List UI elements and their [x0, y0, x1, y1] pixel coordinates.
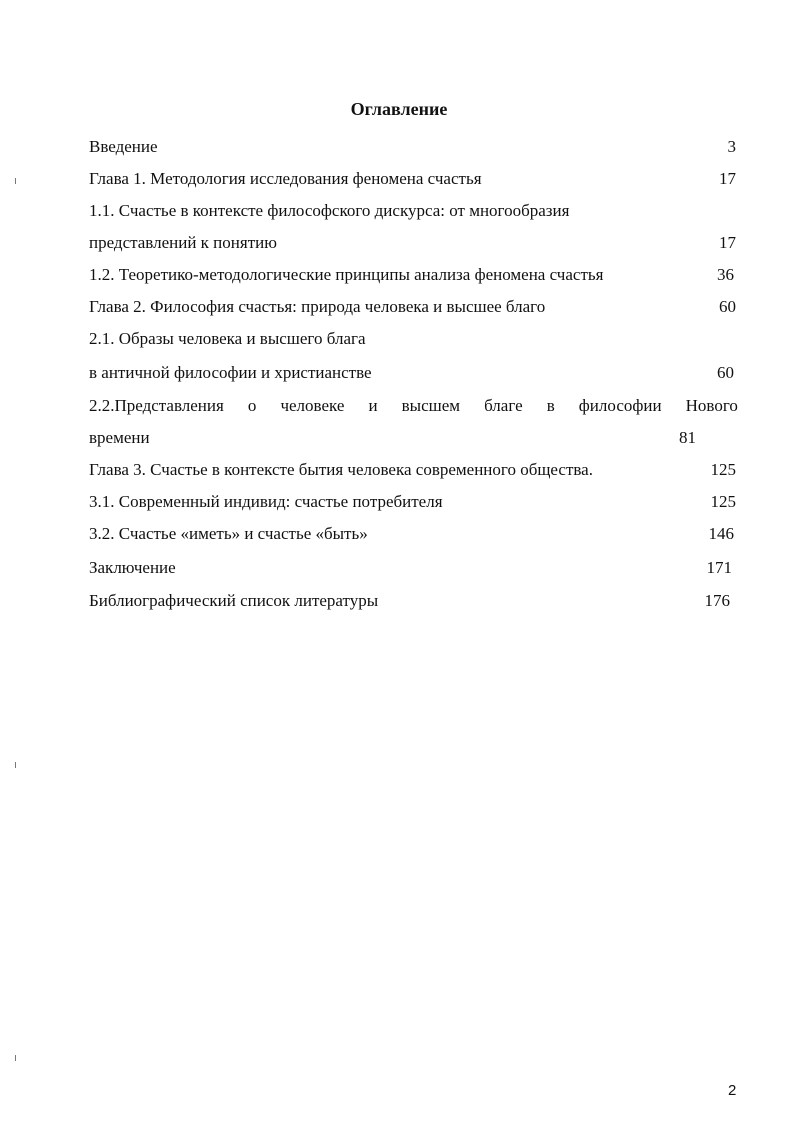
toc-entry-page: 146	[708, 524, 734, 543]
toc-word: человеке	[280, 396, 345, 415]
toc-entry-text: Глава 2. Философия счастья: природа человека и высшее благо	[89, 297, 546, 316]
toc-entry-page: 60	[717, 363, 734, 382]
scan-mark	[15, 178, 16, 184]
toc-entry-page: 125	[710, 460, 736, 479]
toc-entry-text: 3.1. Современный индивид: счастье потребителя	[89, 492, 443, 511]
toc-entry-text: Глава 3. Счастье в контексте бытия человека современного общества.	[89, 460, 593, 479]
toc-word: о	[247, 396, 257, 415]
toc-entry-page: 125	[710, 492, 736, 511]
scan-mark	[15, 1055, 16, 1061]
page-number: 2	[728, 1082, 737, 1099]
toc-entry-text: 3.2. Счастье «иметь» и счастье «быть»	[89, 524, 368, 543]
toc-entry-page: 60	[719, 297, 736, 316]
toc-word: философии	[578, 396, 662, 415]
toc-word: высшем	[401, 396, 461, 415]
toc-entry-text: представлений к понятию	[89, 233, 277, 252]
toc-entry-text: Библиографический список литературы	[89, 591, 379, 610]
toc-word: в	[546, 396, 555, 415]
toc-entry-justified-line	[89, 395, 738, 417]
toc-entry-page: 81	[679, 428, 696, 447]
toc-entry-text: времени	[89, 428, 150, 447]
toc-entry-page: 17	[719, 169, 736, 188]
scan-mark	[15, 762, 16, 768]
toc-entry-text: 2.1. Образы человека и высшего блага	[89, 329, 366, 348]
toc-entry-page: 176	[704, 591, 730, 610]
toc-heading: Оглавление	[350, 99, 448, 119]
toc-entry-text: 1.1. Счастье в контексте философского дискурса: от многообразия	[89, 201, 570, 220]
toc-entry-text: в античной философии и христианстве	[89, 363, 372, 382]
toc-word: Нового	[685, 396, 738, 415]
toc-word: благе	[484, 396, 523, 415]
toc-entry-text: Глава 1. Методология исследования феномена счастья	[89, 169, 482, 188]
toc-entry-text: Введение	[89, 137, 158, 156]
toc-entry-page: 171	[706, 558, 732, 577]
toc-entry-text: 1.2. Теоретико-методологические принципы анализа феномена счастья	[89, 265, 604, 284]
toc-entry-page: 3	[727, 137, 736, 156]
toc-word: и	[368, 396, 378, 415]
toc-entry-text: Заключение	[89, 558, 176, 577]
toc-word: 2.2.Представления	[89, 396, 224, 415]
toc-entry-page: 17	[719, 233, 736, 252]
toc-entry-page: 36	[717, 265, 734, 284]
